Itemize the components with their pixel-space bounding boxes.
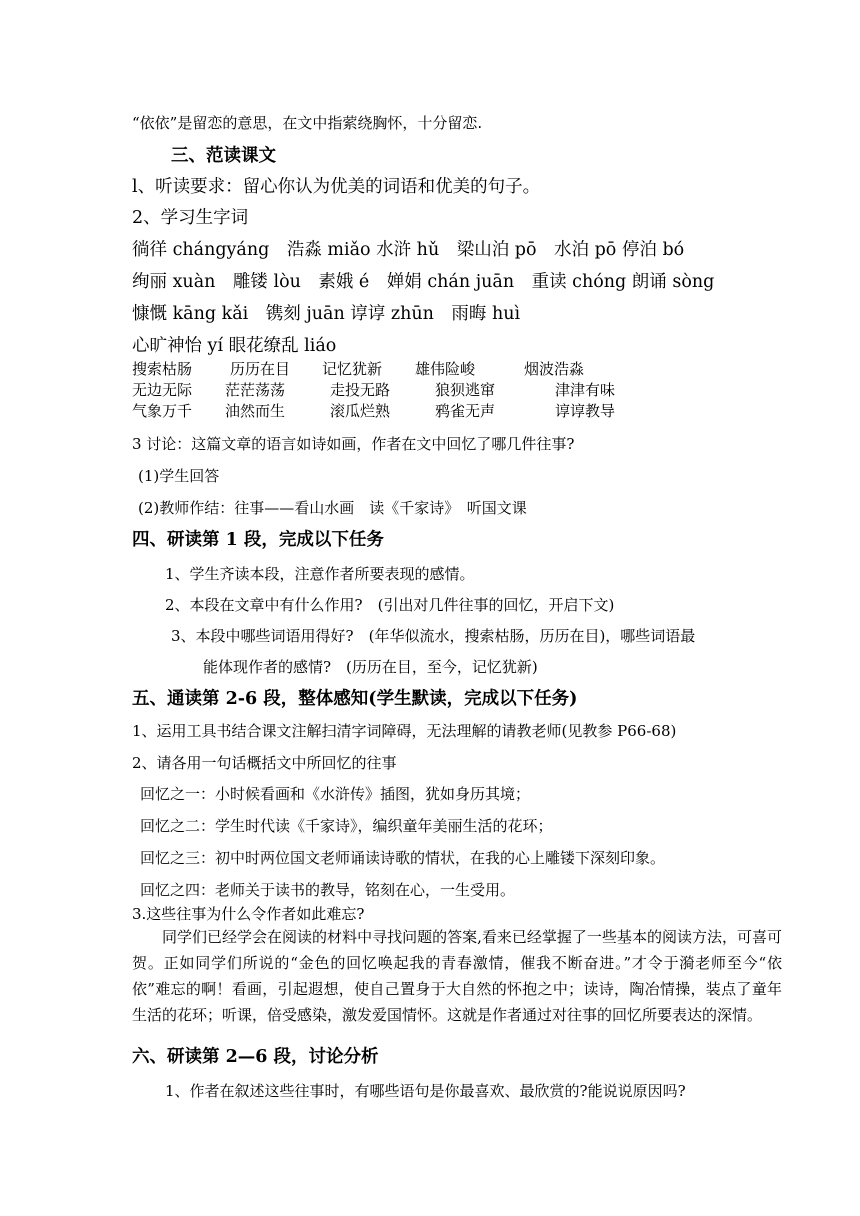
idiom: 雄伟险峻	[415, 360, 476, 378]
idiom: 滚瓜烂熟	[330, 402, 391, 420]
listening-requirement: l、听读要求：留心你认为优美的词语和优美的句子。	[132, 177, 541, 197]
note-yiyi: “依依”是留恋的意思，在文中指萦绕胸怀，十分留恋.	[132, 114, 483, 132]
vocab-line-3: 慷慨 kāng kǎi 镌刻 juān 谆谆 zhūn 雨晦 huì	[132, 304, 521, 324]
task-5-2: 2、请各用一句话概括文中所回忆的往事	[132, 754, 397, 772]
idiom: 历历在目	[230, 360, 291, 378]
idiom: 谆谆教导	[555, 402, 616, 420]
idiom: 无边无际	[132, 381, 193, 399]
discussion-question: 3 讨论：这篇文章的语言如诗如画，作者在文中回忆了哪几件往事?	[132, 435, 575, 453]
section-6-heading: 六、研读第 2—6 段，讨论分析	[132, 1047, 379, 1067]
section-4-heading: 四、研读第 1 段，完成以下任务	[132, 530, 384, 550]
idiom: 油然而生	[225, 402, 286, 420]
memory-2: 回忆之二：学生时代读《千家诗》，编织童年美丽生活的花环；	[140, 817, 553, 835]
task-6-1: 1、作者在叙述这些往事时，有哪些语句是你最喜欢、最欣赏的?能说说原因吗?	[165, 1082, 686, 1100]
teacher-summary: (2)教师作结：往事——看山水画 读《千家诗》 听国文课	[138, 499, 527, 517]
vocab-line-1: 徜徉 chángyáng 浩淼 miǎo 水浒 hǔ 梁山泊 pō 水泊 pō 停泊 bó	[132, 240, 685, 260]
vocab-line-4: 心旷神怡 yí 眼花缭乱 liáo	[132, 336, 337, 356]
memory-4: 回忆之四：老师关于读书的教导，铭刻在心，一生受用。	[140, 881, 516, 899]
task-4-1: 1、学生齐读本段，注意作者所要表现的感情。	[165, 565, 475, 583]
idiom: 狼狈逃窜	[435, 381, 496, 399]
memory-1: 回忆之一：小时候看画和《水浒传》插图，犹如身历其境；	[140, 785, 531, 803]
section-5-heading: 五、通读第 2-6 段，整体感知(学生默读，完成以下任务)	[132, 689, 578, 709]
task-4-2: 2、本段在文章中有什么作用? (引出对几件往事的回忆，开启下文)	[165, 596, 615, 614]
vocab-heading: 2、学习生字词	[132, 208, 249, 228]
student-answer: (1)学生回答	[138, 467, 220, 485]
idiom: 记忆犹新	[322, 360, 383, 378]
task-5-1: 1、运用工具书结合课文注解扫清字词障碍，无法理解的请教老师(见教参 P66-68)	[132, 722, 677, 740]
task-4-3-cont: 能体现作者的感情? (历历在目，至今，记忆犹新)	[203, 658, 538, 676]
vocab-line-2: 绚丽 xuàn 雕镂 lòu 素娥 é 婵娟 chán juān 重读 chóng 朗诵 sòng	[132, 272, 715, 292]
summary-paragraph: 同学们已经学会在阅读的材料中寻找问题的答案,看来已经掌握了一些基本的阅读方法，可喜可贺。正如同学们所说的“金色的回忆唤起我的青春激情，催我不断奋进。”才令于漪老师至今“依依”难忘的啊！看画，引起遐想，使自己置身于大自然的怀抱之中；读诗，陶冶情操，装点了童年生活的花环；听课，倍受感染，激发爱国情怀。这就是作者通过对往事的回忆所要表达的深情。	[132, 928, 782, 1024]
idiom: 鸦雀无声	[435, 402, 496, 420]
idiom: 走投无路	[330, 381, 391, 399]
idiom: 烟波浩淼	[524, 360, 585, 378]
idiom: 搜索枯肠	[132, 360, 193, 378]
task-5-3: 3.这些往事为什么令作者如此难忘?	[132, 905, 365, 923]
task-4-3: 3、本段中哪些词语用得好? (年华似流水，搜索枯肠，历历在目)，哪些词语最	[171, 627, 696, 645]
idiom: 茫茫荡荡	[225, 381, 286, 399]
memory-3: 回忆之三：初中时两位国文老师诵读诗歌的情状，在我的心上雕镂下深刻印象。	[140, 849, 666, 867]
idiom-grid	[132, 360, 752, 426]
idiom: 气象万千	[132, 402, 193, 420]
section-3-heading: 三、范读课文	[171, 146, 276, 166]
idiom: 津津有味	[555, 381, 616, 399]
